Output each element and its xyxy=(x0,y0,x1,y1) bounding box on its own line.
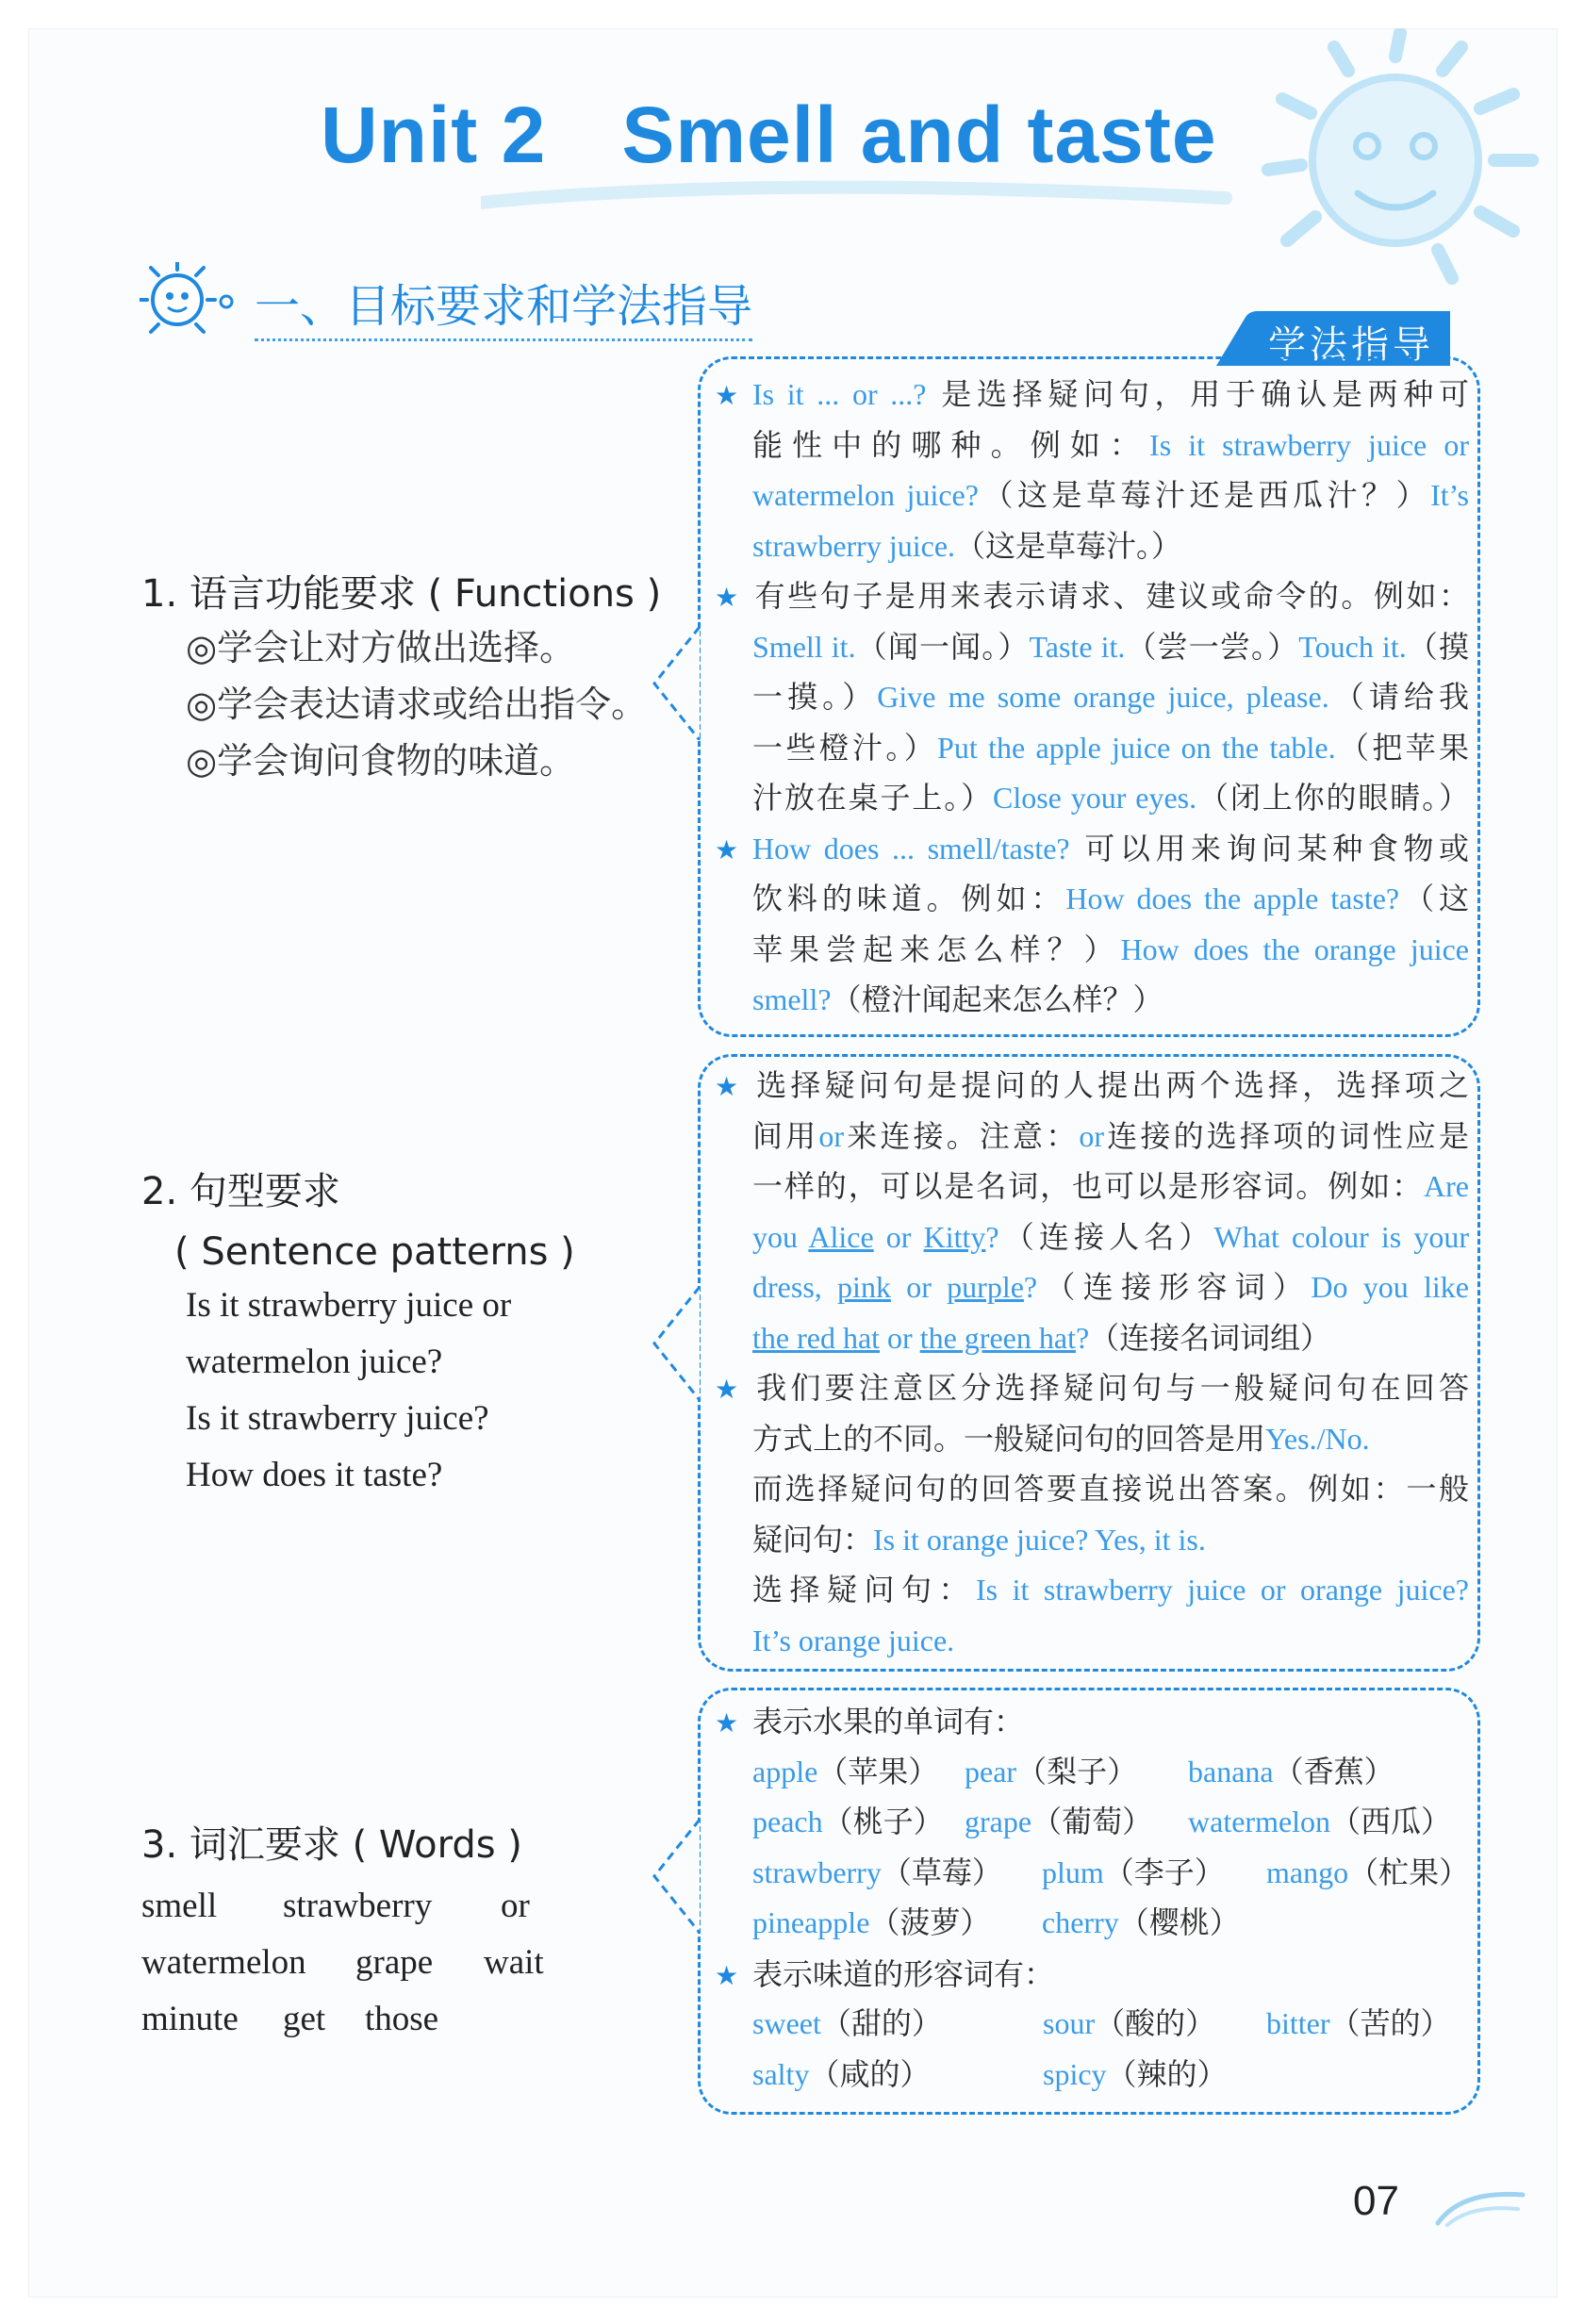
example-text: you xyxy=(752,1219,809,1254)
example-text: watermelon juice? xyxy=(752,478,979,512)
fruit-meaning: （杧果） xyxy=(1348,1854,1470,1890)
taste-meaning: （苦的） xyxy=(1329,2005,1451,2041)
taste-word: sweet xyxy=(752,2006,821,2040)
example-text: strawberry juice. xyxy=(752,528,956,563)
fruit-word: peach xyxy=(752,1805,823,1838)
fruit-list xyxy=(752,1748,1469,1950)
explanation-text: （尝一尝。） xyxy=(1125,628,1299,665)
example-text: Is it orange juice? Yes, it is. xyxy=(873,1522,1206,1557)
example-text: Put the apple juice on the table. xyxy=(937,730,1336,765)
taste-list-title: 表示味道的形容词有： xyxy=(752,1955,1055,1992)
fruit-meaning: （樱桃） xyxy=(1118,1904,1240,1940)
pattern-line: How does it taste? xyxy=(186,1456,443,1494)
example-text: It’s orange juice. xyxy=(752,1623,955,1657)
fruit-word: banana xyxy=(1188,1754,1274,1788)
example-text: Do you like xyxy=(1311,1270,1469,1304)
explanation-text: （闻一闻。） xyxy=(855,628,1030,665)
pattern-line: watermelon juice? xyxy=(186,1343,443,1381)
example-text: Is it ... or ...? xyxy=(752,377,927,411)
pattern-line: Is it strawberry juice or xyxy=(186,1286,512,1325)
explanation-text: （把苹果 xyxy=(1335,729,1469,766)
unit-title: Smell and taste xyxy=(621,91,1217,179)
fruit-word: cherry xyxy=(1042,1905,1119,1939)
sun-face-icon xyxy=(1245,28,1546,292)
word-item: those xyxy=(365,2000,439,2038)
fruit-meaning: （梨子） xyxy=(1016,1753,1138,1789)
word-item: minute xyxy=(141,2000,239,2038)
patterns-heading: 2. 句型要求 xyxy=(141,1170,340,1213)
word-item: watermelon xyxy=(141,1943,306,1982)
page-title xyxy=(321,90,1217,181)
fruit-word: apple xyxy=(752,1754,818,1788)
explanation-text: （连接人名） xyxy=(998,1218,1214,1255)
taste-meaning: （辣的） xyxy=(1106,2055,1228,2092)
example-text: Give me some orange juice, please. xyxy=(877,680,1329,714)
example-text: or xyxy=(890,1270,948,1304)
words-section xyxy=(141,1815,601,2048)
explanation-text: 是选择疑问句，用于确认是两种可 xyxy=(926,376,1469,412)
fruit-meaning: （草莓） xyxy=(881,1854,1002,1890)
example-text: or xyxy=(1079,1118,1105,1153)
example-text: Is it strawberry juice or orange juice? xyxy=(976,1573,1469,1607)
example-text: How does the orange juice xyxy=(1120,931,1469,966)
fruit-word: mango xyxy=(1266,1854,1349,1889)
fruit-meaning: （苹果） xyxy=(817,1753,939,1789)
taste-word: salty xyxy=(752,2056,810,2091)
explanation-text: 一些橙汁。） xyxy=(752,729,938,766)
section-title: 一、目标要求和学法指导 xyxy=(255,270,752,341)
box1-text xyxy=(715,370,1469,1026)
patterns-section xyxy=(141,1162,575,1504)
star-icon: ★ xyxy=(715,582,739,613)
word-item: wait xyxy=(484,1943,544,1982)
star-icon: ★ xyxy=(715,833,739,865)
explanation-text: 连接的选择项的词性应是 xyxy=(1104,1117,1469,1154)
taste-meaning: （甜的） xyxy=(820,2005,942,2041)
star-icon: ★ xyxy=(715,1071,739,1102)
fruit-meaning: （桃子） xyxy=(822,1804,944,1839)
star-icon: ★ xyxy=(715,1959,739,1991)
word-item: or xyxy=(501,1887,530,1925)
fruit-word: plum xyxy=(1042,1854,1104,1889)
explanation-text: 选择疑问句是提问的人提出两个选择，选择项之 xyxy=(752,1067,1469,1103)
box-pointer xyxy=(651,1820,703,1933)
title-underline-decoration xyxy=(481,179,1235,217)
functions-item: ◎学会询问食物的味道。 xyxy=(186,740,576,782)
example-text: the red hat xyxy=(752,1320,881,1355)
taste-list xyxy=(752,2000,1469,2101)
explanation-text: （这是草莓汁。） xyxy=(955,527,1182,564)
explanation-text: 选择疑问句： xyxy=(752,1572,976,1607)
example-text: ? xyxy=(1075,1320,1090,1355)
star-icon: ★ xyxy=(715,1707,739,1739)
patterns-subheading: ( Sentence patterns ) xyxy=(174,1230,575,1274)
explanation-text: 有些句子是用来表示请求、建议或命令的。例如： xyxy=(752,578,1469,614)
example-text: Yes./No. xyxy=(1265,1421,1370,1456)
example-text: purple xyxy=(947,1270,1024,1304)
page-number: 07 xyxy=(1353,2178,1399,2224)
taste-meaning: （咸的） xyxy=(809,2055,931,2092)
explanation-text: 可以用来询问某种食物或 xyxy=(1069,830,1469,866)
example-text: Kitty xyxy=(923,1219,986,1254)
box3-text xyxy=(715,1697,1469,1748)
explanation-text: （请给我 xyxy=(1328,679,1469,715)
explanation-text: （这 xyxy=(1399,881,1469,916)
fruit-meaning: （香蕉） xyxy=(1273,1753,1394,1789)
example-text: What colour is your xyxy=(1213,1219,1470,1254)
explanation-text: （这是草莓汁还是西瓜汁？） xyxy=(978,477,1431,513)
word-item: get xyxy=(283,2000,326,2038)
example-text: smell? xyxy=(752,982,832,1016)
explanation-text: （连接形容词） xyxy=(1037,1269,1312,1305)
explanation-text: 一样的，可以是名词，也可以是形容词。例如： xyxy=(752,1168,1425,1204)
example-text: pink xyxy=(837,1270,891,1304)
example-text: Smell it. xyxy=(752,629,856,664)
box3-text xyxy=(715,1950,1469,2001)
explanation-text: 间用 xyxy=(752,1117,819,1154)
example-text: Is it strawberry juice or xyxy=(1149,427,1469,462)
fruit-meaning: （菠萝） xyxy=(869,1904,991,1940)
explanation-text: （橙汁闻起来怎么样？） xyxy=(831,981,1163,1017)
explanation-text: 疑问句： xyxy=(752,1521,874,1558)
functions-heading: 1. 语言功能要求 ( Functions ) xyxy=(141,572,662,616)
example-text: or xyxy=(880,1320,920,1355)
fruit-meaning: （葡萄） xyxy=(1031,1804,1153,1839)
example-text: ? xyxy=(1023,1270,1038,1304)
explanation-text: 而选择疑问句的回答要直接说出答案。例如：一般 xyxy=(752,1471,1469,1507)
fruit-list-title: 表示水果的单词有： xyxy=(752,1704,1025,1739)
words-heading: 3. 词汇要求 ( Words ) xyxy=(141,1823,522,1867)
explanation-text: （摸 xyxy=(1406,628,1469,665)
example-text: ? xyxy=(985,1219,999,1254)
example-text: dress, xyxy=(752,1270,838,1304)
explanation-text: （连接名词词组） xyxy=(1089,1319,1331,1356)
explanation-text: 苹果尝起来怎么样？） xyxy=(752,931,1121,967)
explanation-text: 能性中的哪种。例如： xyxy=(752,426,1150,463)
taste-word: spicy xyxy=(1043,2056,1107,2091)
explanation-text: 饮料的味道。例如： xyxy=(752,881,1066,916)
fruit-word: pear xyxy=(965,1754,1017,1788)
example-text: How does ... smell/taste? xyxy=(752,831,1070,865)
word-item: strawberry xyxy=(283,1887,433,1925)
fruit-meaning: （西瓜） xyxy=(1330,1804,1452,1839)
explanation-text: 一摸。） xyxy=(752,679,878,715)
example-text: the green hat xyxy=(919,1320,1076,1355)
pattern-line: Is it strawberry juice? xyxy=(186,1399,489,1438)
fruit-word: pineapple xyxy=(752,1905,870,1939)
word-item: smell xyxy=(141,1887,218,1925)
taste-word: sour xyxy=(1043,2006,1096,2040)
functions-item: ◎学会表达请求或给出指令。 xyxy=(186,684,648,725)
star-icon: ★ xyxy=(715,1374,739,1405)
functions-item: ◎学会让对方做出选择。 xyxy=(186,627,576,668)
fruit-word: watermelon xyxy=(1188,1805,1331,1838)
word-item: grape xyxy=(355,1943,434,1982)
example-text: Touch it. xyxy=(1298,629,1407,664)
example-text: or xyxy=(818,1118,845,1153)
example-text: Are xyxy=(1424,1169,1469,1203)
explanation-text: 来连接。注意： xyxy=(844,1117,1080,1154)
explanation-text: 我们要注意区分选择疑问句与一般疑问句在回答 xyxy=(752,1370,1469,1406)
example-text: Taste it. xyxy=(1029,629,1126,664)
explanation-text: 方式上的不同。一般疑问句的回答是用 xyxy=(752,1420,1266,1457)
star-icon: ★ xyxy=(715,380,739,411)
fruit-meaning: （李子） xyxy=(1103,1854,1225,1890)
box-pointer xyxy=(651,1287,703,1400)
example-text: Alice xyxy=(808,1219,874,1254)
example-text: or xyxy=(873,1219,924,1254)
method-tab-label: 学法指导 xyxy=(1268,323,1434,367)
example-text: It’s xyxy=(1430,478,1469,512)
explanation-text: （闭上你的眼睛。） xyxy=(1196,780,1469,816)
fruit-word: grape xyxy=(965,1805,1032,1838)
taste-word: bitter xyxy=(1266,2006,1330,2040)
box2-text xyxy=(715,1061,1469,1666)
example-text: Close your eyes. xyxy=(992,781,1197,815)
sun-face-icon xyxy=(140,262,243,338)
example-text: How does the apple taste? xyxy=(1065,882,1400,915)
unit-label: Unit 2 xyxy=(321,91,547,179)
box-pointer xyxy=(651,627,703,740)
taste-meaning: （酸的） xyxy=(1095,2005,1216,2041)
functions-section xyxy=(141,564,661,789)
fruit-word: strawberry xyxy=(752,1854,882,1889)
explanation-text: 汁放在桌子上。） xyxy=(752,780,993,816)
wing-icon xyxy=(1433,2185,1527,2233)
